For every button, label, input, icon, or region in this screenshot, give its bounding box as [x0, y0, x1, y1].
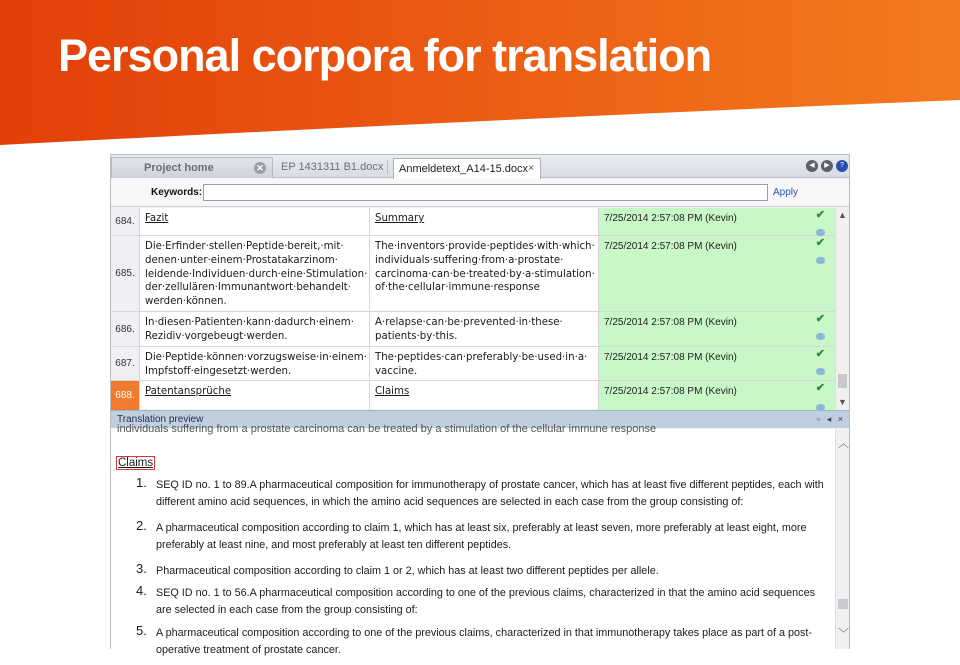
grid-scrollbar[interactable] — [835, 208, 849, 409]
chevron-up-icon[interactable]: ︿ — [838, 438, 849, 450]
segment-timestamp: 7/25/2014 2:57:08 PM (Kevin) — [604, 352, 737, 363]
tab-ep-document[interactable]: EP 1431311 B1.docx — [281, 161, 384, 173]
row-number: 688. — [111, 381, 140, 410]
target-cell[interactable]: A·relapse·can·be·prevented·in·these· patients·by·this. — [370, 312, 599, 346]
row-number: 685. — [111, 236, 140, 311]
row-number: 687. — [111, 347, 140, 380]
tab-divider — [387, 160, 388, 174]
translation-preview — [111, 423, 835, 656]
claim-text: A pharmaceutical composition according to one of the previous claims, characterized in that immunotherapy takes place as part of a post-operative treatment of prostate cancer. — [156, 627, 812, 656]
keyword-filter-bar — [111, 179, 849, 207]
claim-number: 5. — [136, 623, 147, 638]
preview-title: Translation preview — [117, 414, 204, 425]
status-cell — [599, 312, 835, 346]
next-arrow-icon[interactable]: ▶ — [821, 160, 833, 172]
segment-timestamp: 7/25/2014 2:57:08 PM (Kevin) — [604, 213, 737, 224]
status-cell — [599, 347, 835, 380]
source-cell[interactable]: Die·Erfinder·stellen·Peptide·bereit,·mit· denen·unter·einem·Prostatakarzinom· leidende·Individuen·durch·eine·Stimulation· der·zellulären·Immunantwort·behandelt· werden·können. — [140, 236, 370, 311]
confirmed-check-icon: ✔ — [815, 382, 825, 394]
table-row[interactable] — [111, 312, 835, 347]
claim-text: SEQ ID no. 1 to 89.A pharmaceutical composition for immunotherapy of prostate cancer, which has at least five different peptides, each with different amino acid sequences, in which the amino acid sequences are selected in each case from the group consisting of: — [156, 479, 824, 508]
chevron-down-icon[interactable]: ﹀ — [838, 628, 849, 640]
comment-icon[interactable] — [816, 333, 825, 340]
target-cell[interactable]: Claims — [370, 381, 599, 410]
status-cell — [599, 208, 835, 235]
target-cell[interactable]: The·peptides·can·preferably·be·used·in·a· vaccine. — [370, 347, 599, 380]
claim-number: 1. — [136, 475, 147, 490]
tab-project-home[interactable] — [111, 157, 273, 178]
table-row[interactable] — [111, 236, 835, 312]
target-cell[interactable]: The·inventors·provide·peptides·with·which· individuals·suffering·from·a·prostate· carcinoma·can·be·treated·by·a·stimulation· of·the·cellular·immune·response — [370, 236, 599, 311]
claim-text: SEQ ID no. 1 to 56.A pharmaceutical composition according to one of the previous claims, characterized in that the amino acid sequences are selected in each case from the group consisting of: — [156, 587, 815, 616]
table-row[interactable] — [111, 347, 835, 381]
source-cell[interactable]: Patentansprüche — [140, 381, 370, 410]
confirmed-check-icon: ✔ — [815, 348, 825, 360]
comment-icon[interactable] — [816, 368, 825, 375]
source-cell[interactable]: Die·Peptide·können·vorzugsweise·in·einem· Impfstoff·eingesetzt·werden. — [140, 347, 370, 380]
scrollbar-thumb[interactable] — [838, 599, 848, 609]
tab-anmeldetext-document[interactable] — [393, 158, 541, 179]
status-cell — [599, 381, 835, 410]
comment-icon[interactable] — [816, 229, 825, 236]
segment-timestamp: 7/25/2014 2:57:08 PM (Kevin) — [604, 241, 737, 252]
slide-title: Personal corpora for translation — [58, 30, 712, 81]
tab-project-home-label: Project home — [144, 162, 214, 174]
target-cell[interactable]: Summary — [370, 208, 599, 235]
table-row[interactable] — [111, 208, 835, 236]
confirmed-check-icon: ✔ — [815, 209, 825, 221]
help-icon[interactable]: ? — [836, 160, 848, 172]
tab-close-icon[interactable]: × — [528, 163, 534, 174]
preview-scrollbar[interactable] — [835, 429, 849, 649]
translation-app-window — [110, 154, 850, 656]
claims-heading: Claims — [118, 457, 154, 469]
segment-timestamp: 7/25/2014 2:57:08 PM (Kevin) — [604, 386, 737, 397]
claim-number: 4. — [136, 583, 147, 598]
claim-number: 3. — [136, 561, 147, 576]
tab-active-label: Anmeldetext_A14-15.docx — [399, 163, 529, 175]
row-number: 684. — [111, 208, 140, 235]
segment-grid — [111, 208, 835, 409]
table-row-selected[interactable] — [111, 381, 835, 411]
title-banner — [0, 0, 960, 145]
source-cell[interactable]: Fazit — [140, 208, 370, 235]
segment-timestamp: 7/25/2014 2:57:08 PM (Kevin) — [604, 317, 737, 328]
source-cell[interactable]: In·diesen·Patienten·kann·dadurch·einem· Rezidiv·vorgebeugt·werden. — [140, 312, 370, 346]
claim-text: Pharmaceutical composition according to claim 1 or 2, which has at least two different peptides per allele. — [156, 565, 659, 577]
confirmed-check-icon: ✔ — [815, 313, 825, 325]
document-tab-bar — [111, 155, 849, 178]
scrollbar-thumb[interactable] — [838, 374, 847, 388]
row-number: 686. — [111, 312, 140, 346]
scroll-down-icon[interactable]: ▼ — [838, 397, 847, 407]
keywords-input[interactable] — [203, 184, 768, 201]
close-icon[interactable]: ✕ — [254, 162, 266, 174]
preview-previous-text: individuals suffering from a prostate carcinoma can be treated by a stimulation of the cellular immune response — [117, 423, 657, 435]
status-cell — [599, 236, 835, 311]
previous-arrow-icon[interactable]: ◀ — [806, 160, 818, 172]
panel-controls[interactable]: ▫ ◂ × — [817, 414, 845, 424]
claim-text: A pharmaceutical composition according to claim 1, which has at least six, preferably at least seven, more preferably at least eight, more preferably at least nine, and most preferably at least ten different peptides. — [156, 522, 807, 551]
comment-icon[interactable] — [816, 257, 825, 264]
keywords-label: Keywords: — [151, 187, 203, 198]
confirmed-check-icon: ✔ — [815, 237, 825, 249]
claim-number: 2. — [136, 518, 147, 533]
scroll-up-icon[interactable]: ▲ — [838, 210, 847, 220]
apply-button[interactable]: Apply — [773, 187, 799, 198]
